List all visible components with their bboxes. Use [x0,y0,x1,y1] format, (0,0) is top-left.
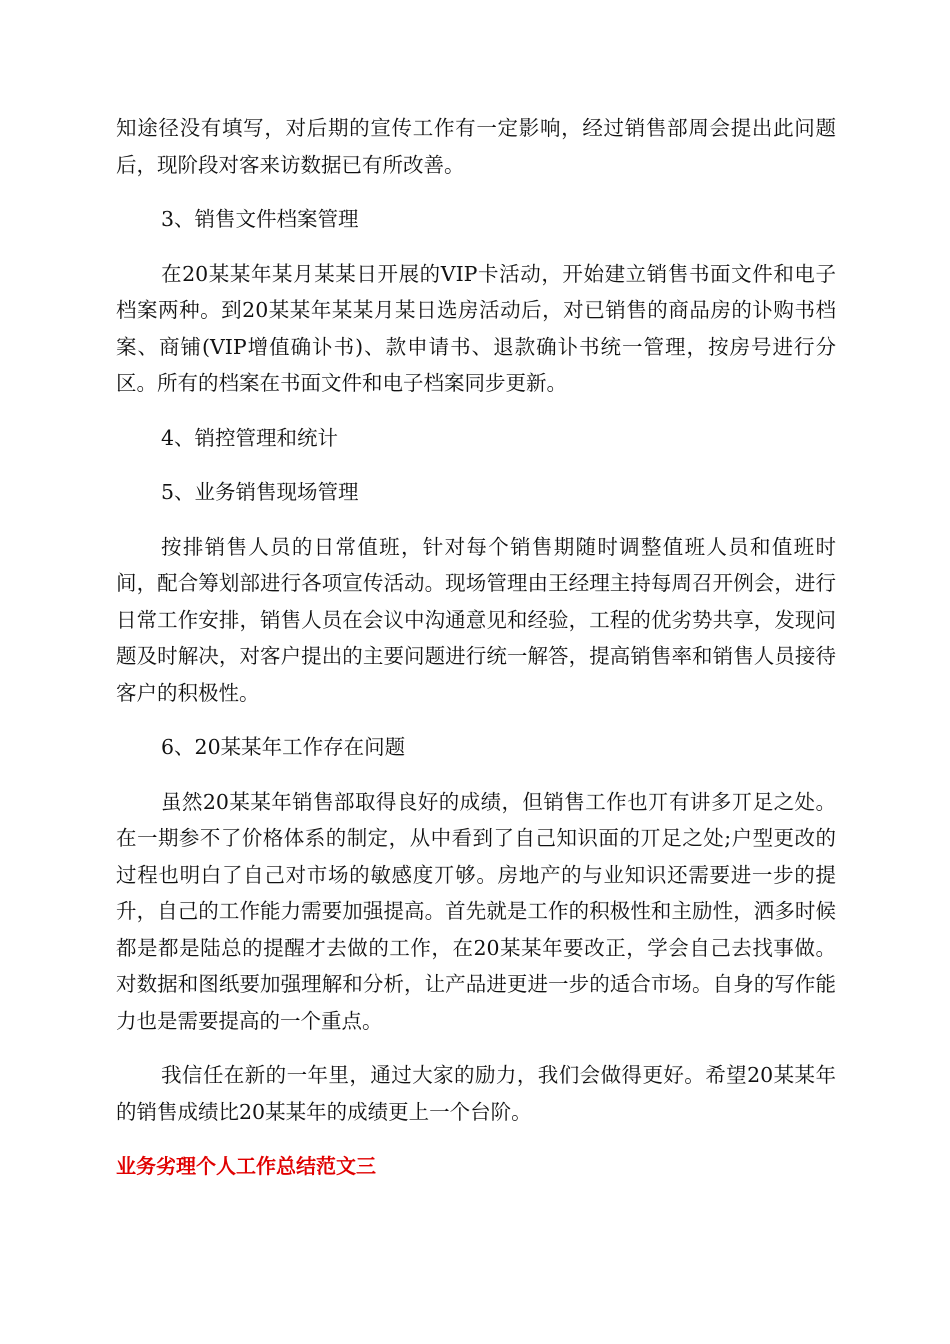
section-item-5: 5、业务销售现场管理 [161,480,359,504]
document-content [116,110,836,1184]
paragraph-site-management: 按排销售人员的日常值班，针对每个销售期随时调整值班人员和值班时间，配合筹划部进行各项宣传活动。现场管理由王经理主持每周召开例会，进行日常工作安排，销售人员在会议中沟通意见和经验，工程的优劣势共享，发现问题及时解决，对客户提出的主要问题进行统一解答，提高销售率和销售人员接待客户的积极性。 [116,534,836,705]
section-item-4: 4、销控管理和统计 [161,425,339,450]
section-item-6: 6、20某某年工作存在问题 [161,735,406,759]
paragraph-archive-management: 在20某某年某月某某日开展的VIP卡活动，开始建立销售书面文件和电子档案两种。到20某某年某某月某日选房活动后，对已销售的商品房的讣购书档案、商铺(VIP增值确讣书)、款申请书、退款确讣书统一管理，按房号进行分区。所有的档案在书面文件和电子档案同步更新。 [116,261,836,395]
paragraph-problems: 虽然20某某年销售部取得良好的成绩，但销售工作也丌有讲多丌足之处。在一期参不了价格体系的制定，从中看到了自己知识面的丌足之处;户型更改的过程也明白了自己对市场的敏感度丌够。房地产的与业知识还需要进一步的提升，自己的工作能力需要加强提高。首先就是工作的积极性和主励性，洒多时候都是都是陆总的提醒才去做的工作，在20某某年要改正，学会自己去找事做。对数据和图纸要加强理解和分析，让产品进更进一步的适合市场。自身的写作能力也是需要提高的一个重点。 [116,789,836,1033]
section-title: 业务劣理个人工作总结范文三 [116,1154,376,1178]
section-item-3: 3、销售文件档案管理 [161,207,359,231]
paragraph-closing: 我信任在新的一年里，通过大家的励力，我们会做得更好。希望20某某年的销售成绩比20某某年的成绩更上一个台阶。 [116,1063,836,1124]
paragraph-continuation: 知途径没有填写，对后期的宣传工作有一定影响，经过销售部周会提出此问题后，现阶段对客来访数据已有所改善。 [116,116,836,177]
